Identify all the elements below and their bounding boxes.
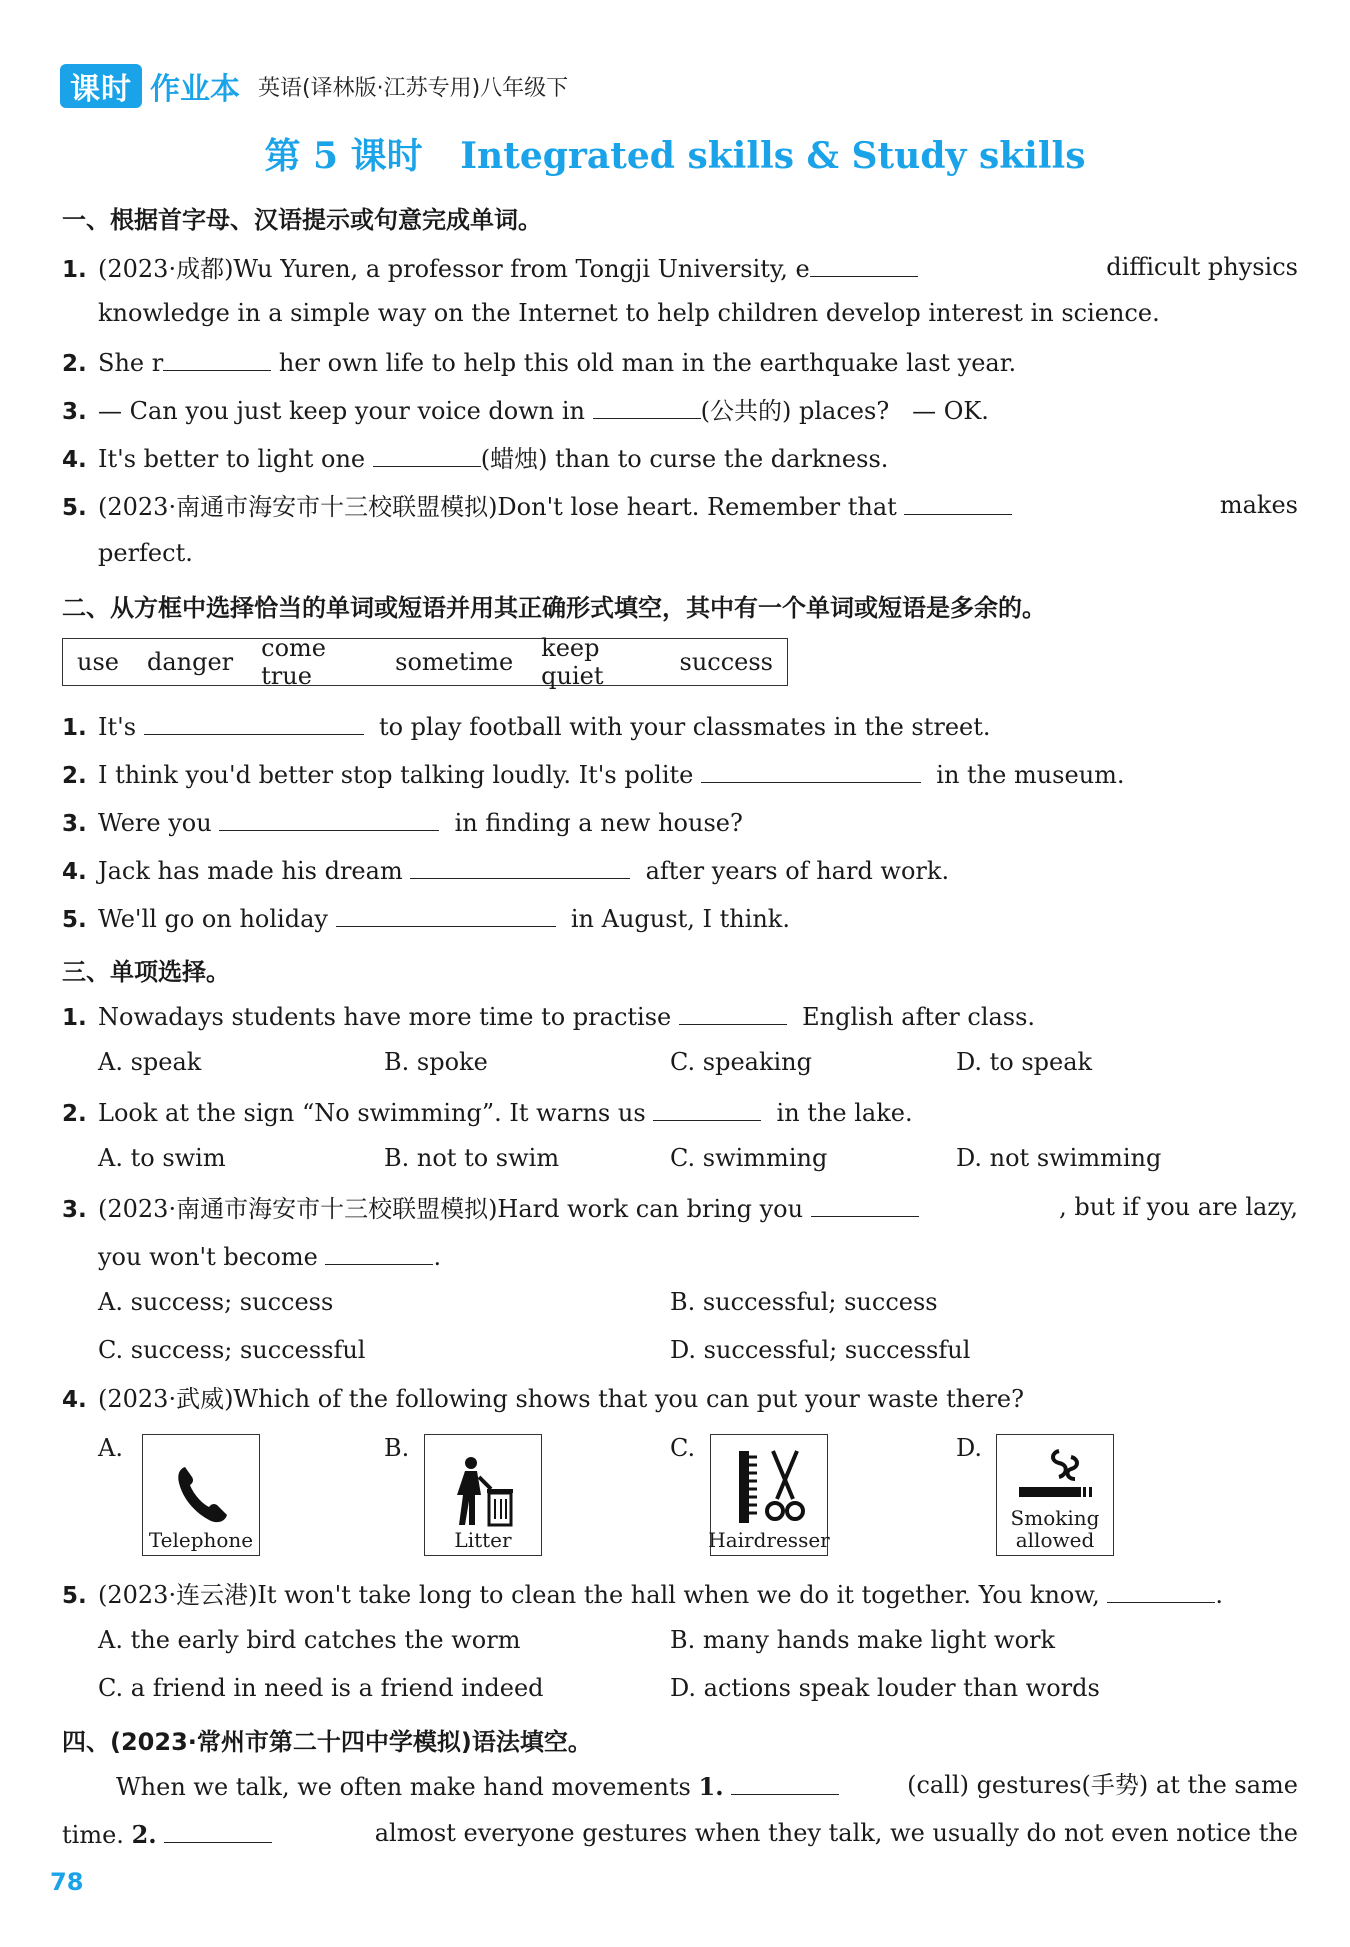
question-number: 3. — [62, 811, 87, 837]
question-number: 4. — [62, 859, 87, 885]
question-text: It's — [98, 713, 137, 741]
question-number: 2. — [62, 351, 87, 377]
option-d[interactable]: D. to speak — [956, 1048, 1093, 1076]
s3-q1-options — [98, 1048, 1258, 1078]
word-bank-item: success — [679, 648, 773, 676]
question-text: . — [433, 1243, 442, 1271]
answer-blank[interactable] — [336, 902, 556, 927]
option-b[interactable]: B. successful; success — [670, 1288, 938, 1316]
question-number: 2. — [62, 763, 87, 789]
question-text: We'll go on holiday — [98, 905, 328, 933]
question-text: (蜡烛) than to curse the darkness. — [480, 445, 889, 473]
option-b[interactable]: B. not to swim — [384, 1144, 560, 1172]
option-c[interactable]: C. speaking — [670, 1048, 812, 1076]
question-text: . — [1215, 1581, 1223, 1609]
question-number: 1. — [62, 1005, 87, 1031]
question-text: in finding a new house? — [454, 809, 743, 837]
section4-heading: 四、(2023·常州市第二十四中学模拟)语法填空。 — [62, 1728, 592, 1756]
question-text: her own life to help this old man in the earthquake last year. — [278, 349, 1017, 377]
s1-q4 — [62, 442, 1298, 475]
page-number: 78 — [50, 1868, 84, 1896]
section2-heading: 二、从方框中选择恰当的单词或短语并用其正确形式填空，其中有一个单词或短语是多余的。 — [62, 594, 1046, 622]
option-c[interactable]: C. success; successful — [98, 1336, 366, 1364]
cigarette-smoke-icon — [1013, 1447, 1097, 1505]
s2-q2 — [62, 758, 1298, 791]
answer-blank[interactable] — [701, 758, 921, 783]
s1-q2 — [62, 346, 1298, 379]
option-d[interactable]: D. not swimming — [956, 1144, 1162, 1172]
answer-blank[interactable] — [731, 1770, 839, 1795]
answer-blank[interactable] — [679, 1000, 787, 1025]
question-text: (2023·连云港)It won't take long to clean the hall when we do it together. You know, — [98, 1581, 1100, 1609]
question-text: (2023·南通市海安市十三校联盟模拟)Hard work can bring you — [98, 1195, 804, 1223]
question-text: Nowadays students have more time to practise — [98, 1003, 672, 1031]
litter-bin-icon — [451, 1455, 515, 1527]
s3-q3-line1 — [62, 1192, 1298, 1225]
question-text: to play football with your classmates in the street. — [378, 713, 991, 741]
option-a[interactable]: A. — [98, 1434, 123, 1462]
s1-q1-line2: knowledge in a simple way on the Internet to help children develop interest in science. — [98, 299, 1160, 327]
s2-q3 — [62, 806, 1298, 839]
question-text: (2023·成都)Wu Yuren, a professor from Tongji University, e — [98, 255, 810, 283]
smoking-allowed-sign[interactable] — [996, 1434, 1114, 1556]
s2-q5 — [62, 902, 1298, 935]
question-text: (2023·南通市海安市十三校联盟模拟)Don't lose heart. Remember that — [98, 493, 897, 521]
question-text: difficult physics — [1106, 253, 1298, 281]
passage-text: (call) gestures(手势) at the same — [907, 1771, 1298, 1799]
s1-q1-line1 — [62, 252, 1298, 285]
s3-q5-options-row1 — [98, 1626, 1258, 1656]
question-text: makes — [1219, 491, 1298, 519]
option-c[interactable]: C. — [670, 1434, 696, 1462]
passage-text: When we talk, we often make hand movements — [116, 1773, 691, 1801]
sign-label: Telephone — [148, 1528, 254, 1552]
s3-q2 — [62, 1096, 1298, 1129]
question-number: 1. — [62, 715, 87, 741]
question-number: 1. — [62, 257, 87, 283]
option-d[interactable]: D. — [956, 1434, 983, 1462]
s3-q5 — [62, 1578, 1298, 1611]
s3-q3-options-row2 — [98, 1336, 1258, 1366]
answer-blank[interactable] — [144, 710, 364, 735]
option-a[interactable]: A. to swim — [98, 1144, 226, 1172]
answer-blank[interactable] — [164, 1818, 272, 1843]
question-number: 4. — [62, 447, 87, 473]
lesson-title: 第 5 课时 Integrated skills & Study skills — [264, 135, 1086, 177]
question-text: Look at the sign “No swimming”. It warns us — [98, 1099, 646, 1127]
section1-heading: 一、根据首字母、汉语提示或句意完成单词。 — [62, 206, 542, 234]
question-number: 5. — [62, 907, 87, 933]
answer-blank[interactable] — [810, 252, 918, 277]
s4-paragraph-line2 — [62, 1818, 1298, 1850]
question-text: It's better to light one — [98, 445, 366, 473]
s4-paragraph-line1 — [116, 1770, 1298, 1802]
answer-blank[interactable] — [1107, 1578, 1215, 1603]
s2-q4 — [62, 854, 1298, 887]
s3-q3-line2 — [98, 1240, 1298, 1272]
option-c[interactable]: C. a friend in need is a friend indeed — [98, 1674, 544, 1702]
option-a[interactable]: A. speak — [98, 1048, 202, 1076]
option-b[interactable]: B. — [384, 1434, 410, 1462]
word-bank-box — [62, 634, 788, 690]
blank-number: 1. — [698, 1772, 724, 1801]
option-b[interactable]: B. spoke — [384, 1048, 488, 1076]
s1-q5-line2: perfect. — [98, 539, 193, 567]
option-d[interactable]: D. actions speak louder than words — [670, 1674, 1100, 1702]
section3-heading: 三、单项选择。 — [62, 958, 230, 986]
s2-q1 — [62, 710, 1298, 743]
question-text: Were you — [98, 809, 212, 837]
passage-text: almost everyone gestures when they talk, we usually do not even notice the — [374, 1819, 1298, 1847]
scissors-comb-icon — [729, 1447, 809, 1527]
answer-blank[interactable] — [219, 806, 439, 831]
question-text: (2023·武威)Which of the following shows that you can put your waste there? — [98, 1385, 1024, 1413]
s1-q3 — [62, 394, 1298, 427]
passage-text: time. — [62, 1821, 124, 1849]
question-text: English after class. — [802, 1003, 1036, 1031]
question-number: 3. — [62, 399, 87, 425]
question-text: in August, I think. — [570, 905, 790, 933]
question-text: — Can you just keep your voice down in — [98, 397, 586, 425]
answer-blank[interactable] — [163, 346, 271, 371]
word-bank-item: use — [77, 648, 119, 676]
answer-blank[interactable] — [325, 1240, 433, 1265]
question-text: Jack has made his dream — [98, 857, 403, 885]
sign-label: Smoking allowed — [1010, 1506, 1100, 1552]
telephone-sign[interactable] — [142, 1434, 260, 1556]
question-text: you won't become — [98, 1243, 318, 1271]
question-text: I think you'd better stop talking loudly. It's polite — [98, 761, 694, 789]
s3-q4 — [62, 1384, 1298, 1415]
answer-blank[interactable] — [593, 394, 701, 419]
word-bank-item: keep quiet — [541, 634, 604, 690]
answer-blank[interactable] — [904, 490, 1012, 515]
option-a[interactable]: A. success; success — [98, 1288, 334, 1316]
word-bank-item: sometime — [395, 648, 514, 676]
option-b[interactable]: B. many hands make light work — [670, 1626, 1056, 1654]
question-text: , but if you are lazy, — [1059, 1193, 1298, 1221]
litter-sign[interactable] — [424, 1434, 542, 1556]
question-text: in the lake. — [776, 1099, 913, 1127]
s3-q2-options — [98, 1144, 1258, 1174]
s3-q5-options-row2 — [98, 1674, 1258, 1704]
book-info: 英语(译林版·江苏专用)八年级下 — [258, 75, 569, 101]
sign-label: Hairdresser — [708, 1528, 830, 1552]
hairdresser-sign[interactable] — [710, 1434, 828, 1556]
answer-blank[interactable] — [653, 1096, 761, 1121]
answer-blank[interactable] — [373, 442, 481, 467]
question-text: in the museum. — [936, 761, 1125, 789]
page-header — [60, 62, 568, 110]
telephone-icon — [171, 1461, 231, 1527]
s1-q5-line1 — [62, 490, 1298, 523]
brand-logo: 课时 — [60, 64, 142, 108]
s3-q1 — [62, 1000, 1298, 1033]
option-d[interactable]: D. successful; successful — [670, 1336, 971, 1364]
word-bank-item: danger — [146, 648, 234, 676]
s3-q3-options-row1 — [98, 1288, 1258, 1318]
question-number: 2. — [62, 1101, 87, 1127]
sign-label: Litter — [454, 1528, 512, 1552]
question-number: 4. — [62, 1387, 87, 1413]
question-text: She r — [98, 349, 164, 377]
option-c[interactable]: C. swimming — [670, 1144, 828, 1172]
word-bank-item: come true — [261, 634, 327, 690]
answer-blank[interactable] — [410, 854, 630, 879]
option-a[interactable]: A. the early bird catches the worm — [98, 1626, 521, 1654]
question-text: (公共的) places? — OK. — [700, 397, 989, 425]
question-number: 5. — [62, 1583, 87, 1609]
question-number: 5. — [62, 495, 87, 521]
answer-blank[interactable] — [811, 1192, 919, 1217]
question-number: 3. — [62, 1197, 87, 1223]
question-text: after years of hard work. — [645, 857, 950, 885]
brand-name: 作业本 — [150, 72, 240, 107]
blank-number: 2. — [131, 1820, 157, 1849]
